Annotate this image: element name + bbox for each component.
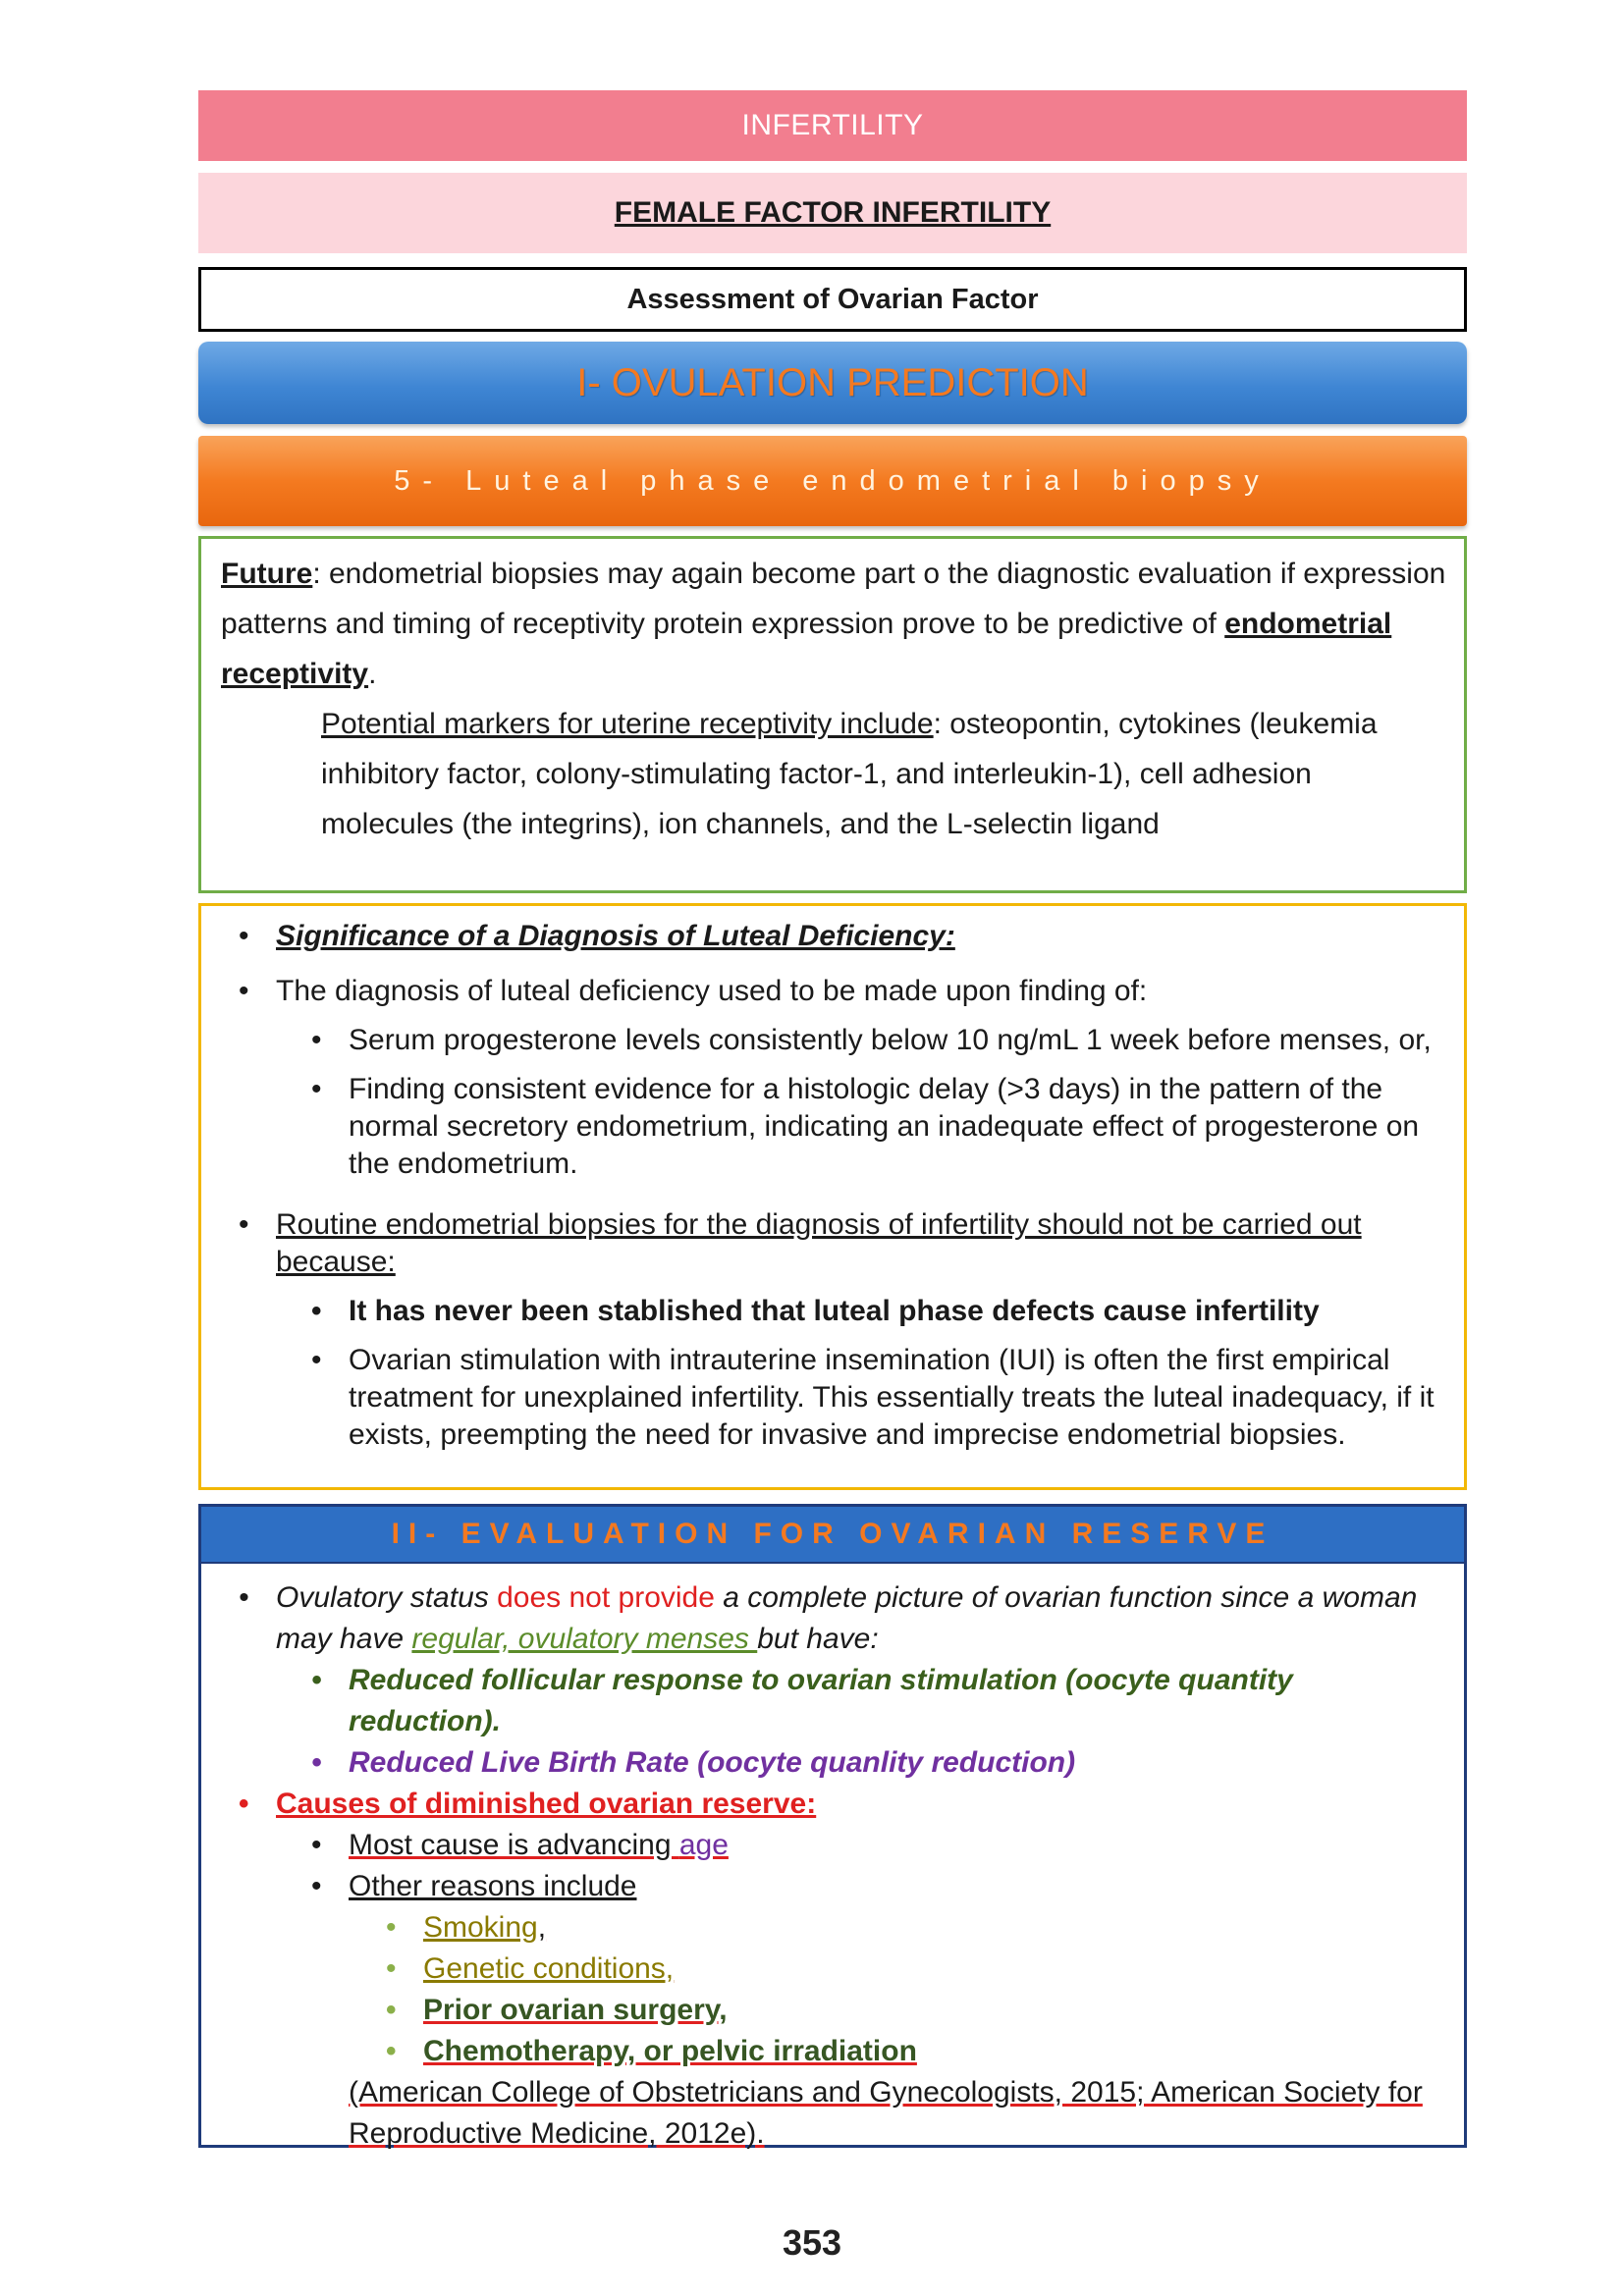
ovulatory-text-c: but have: xyxy=(757,1623,879,1655)
reason-ovarian-stimulation: Ovarian stimulation with intrauterine insemination (IUI) is often the first empirical treatment for unexplained infertility. This essentially treats the luteal inadequacy, if it exists, preempting the need for invasive and imprecise endometrial biopsies. xyxy=(349,1344,1435,1451)
list-item xyxy=(221,973,1444,1183)
citation xyxy=(349,2072,1444,2155)
list-item xyxy=(221,1990,1444,2031)
page-number: 353 xyxy=(782,2222,842,2263)
ovulatory-text-a: Ovulatory status xyxy=(276,1581,498,1614)
ovarian-reserve-box xyxy=(198,1504,1467,2148)
endometrial-receptivity: endometrial receptivity xyxy=(221,608,1392,690)
list-item xyxy=(221,1022,1444,1059)
diag-item-histologic: Finding consistent evidence for a histologic delay (>3 days) in the pattern of the normal secretory endometrium, indicating an inadequate effect of progesterone on the endometrium. xyxy=(349,1073,1420,1180)
list-item xyxy=(221,1660,1444,1742)
does-not-provide: does not provide xyxy=(497,1581,715,1614)
ovarian-reserve-title: II- EVALUATION FOR OVARIAN RESERVE xyxy=(391,1518,1274,1550)
markers-text: : osteopontin, cytokines (leukemia inhibitory factor, colony-stimulating factor-1, and interleukin-1), cell adhesion molecules (the integrins), ion channels, and the L-selectin ligand xyxy=(321,708,1378,840)
list-item xyxy=(221,1071,1444,1183)
smoking-comma: , xyxy=(537,1911,547,1944)
reason-never-established: It has never been stablished that luteal phase defects cause infertility xyxy=(349,1295,1320,1327)
assessment-banner xyxy=(198,267,1467,332)
list-item xyxy=(221,1907,1444,1949)
list-item xyxy=(221,1206,1444,1454)
future-text: : endometrial biopsies may again become part o the diagnostic evaluation if expression patterns and timing of receptivity protein expression prove to be predictive of xyxy=(221,558,1446,640)
future-period: . xyxy=(368,658,377,690)
reduced-follicular: Reduced follicular response to ovarian stimulation (oocyte quantity reduction). xyxy=(349,1664,1293,1737)
genetic-conditions: Genetic conditions, xyxy=(423,1952,675,1985)
infertility-title: INFERTILITY xyxy=(741,109,924,141)
smoking: Smoking xyxy=(423,1911,538,1944)
causes-heading: Causes of diminished ovarian reserve: xyxy=(276,1788,817,1820)
future-label: Future xyxy=(221,558,313,590)
list-item xyxy=(221,918,1444,955)
list-item xyxy=(221,1866,1444,2155)
other-reasons: Other reasons include xyxy=(349,1870,637,1902)
citation-text: (American College of Obstetricians and Gynecologists, 2015; American Society for Reproductive Medicine, 2012e). xyxy=(349,2076,1423,2150)
age: age xyxy=(678,1829,729,1861)
ovulation-prediction-banner xyxy=(198,342,1467,424)
luteal-biopsy-title: 5- Luteal phase endometrial biopsy xyxy=(394,464,1272,497)
female-factor-banner xyxy=(198,173,1467,253)
ovarian-reserve-heading xyxy=(201,1507,1464,1564)
most-cause: Most cause is advancing xyxy=(349,1829,679,1861)
female-factor-title: FEMALE FACTOR INFERTILITY xyxy=(614,196,1052,229)
list-item xyxy=(221,1342,1444,1454)
assessment-title: Assessment of Ovarian Factor xyxy=(626,283,1039,315)
regular-menses: regular, ovulatory menses xyxy=(411,1623,758,1655)
ovulatory-text-b: a complete picture of ovarian function since a woman may have xyxy=(276,1581,1418,1655)
luteal-biopsy-banner xyxy=(198,436,1467,526)
significance-heading: Significance of a Diagnosis of Luteal Deficiency: xyxy=(276,920,955,952)
markers-label: Potential markers for uterine receptivity include xyxy=(321,708,934,740)
routine-biopsies: Routine endometrial biopsies for the diagnosis of infertility should not be carried out because: xyxy=(276,1208,1362,1278)
future-box xyxy=(198,536,1467,893)
list-item xyxy=(221,1949,1444,1990)
list-item xyxy=(221,2031,1444,2072)
ovulation-prediction-title: I- OVULATION PREDICTION xyxy=(576,360,1089,404)
chemotherapy: Chemotherapy, or pelvic irradiation xyxy=(423,2035,917,2067)
future-paragraph xyxy=(221,549,1448,699)
markers-paragraph xyxy=(221,699,1448,849)
list-item xyxy=(221,1784,1444,2155)
list-item xyxy=(221,1577,1444,1784)
diagnosis-intro: The diagnosis of luteal deficiency used to be made upon finding of: xyxy=(276,975,1148,1007)
reduced-live-birth: Reduced Live Birth Rate (oocyte quanlity reduction) xyxy=(349,1746,1076,1779)
luteal-deficiency-box xyxy=(198,903,1467,1490)
list-item xyxy=(221,1825,1444,1866)
infertility-banner xyxy=(198,90,1467,161)
list-item xyxy=(221,1742,1444,1784)
list-item xyxy=(221,1293,1444,1330)
prior-surgery: Prior ovarian surgery, xyxy=(423,1994,728,2026)
diag-item-progesterone: Serum progesterone levels consistently below 10 ng/mL 1 week before menses, or, xyxy=(349,1024,1432,1056)
